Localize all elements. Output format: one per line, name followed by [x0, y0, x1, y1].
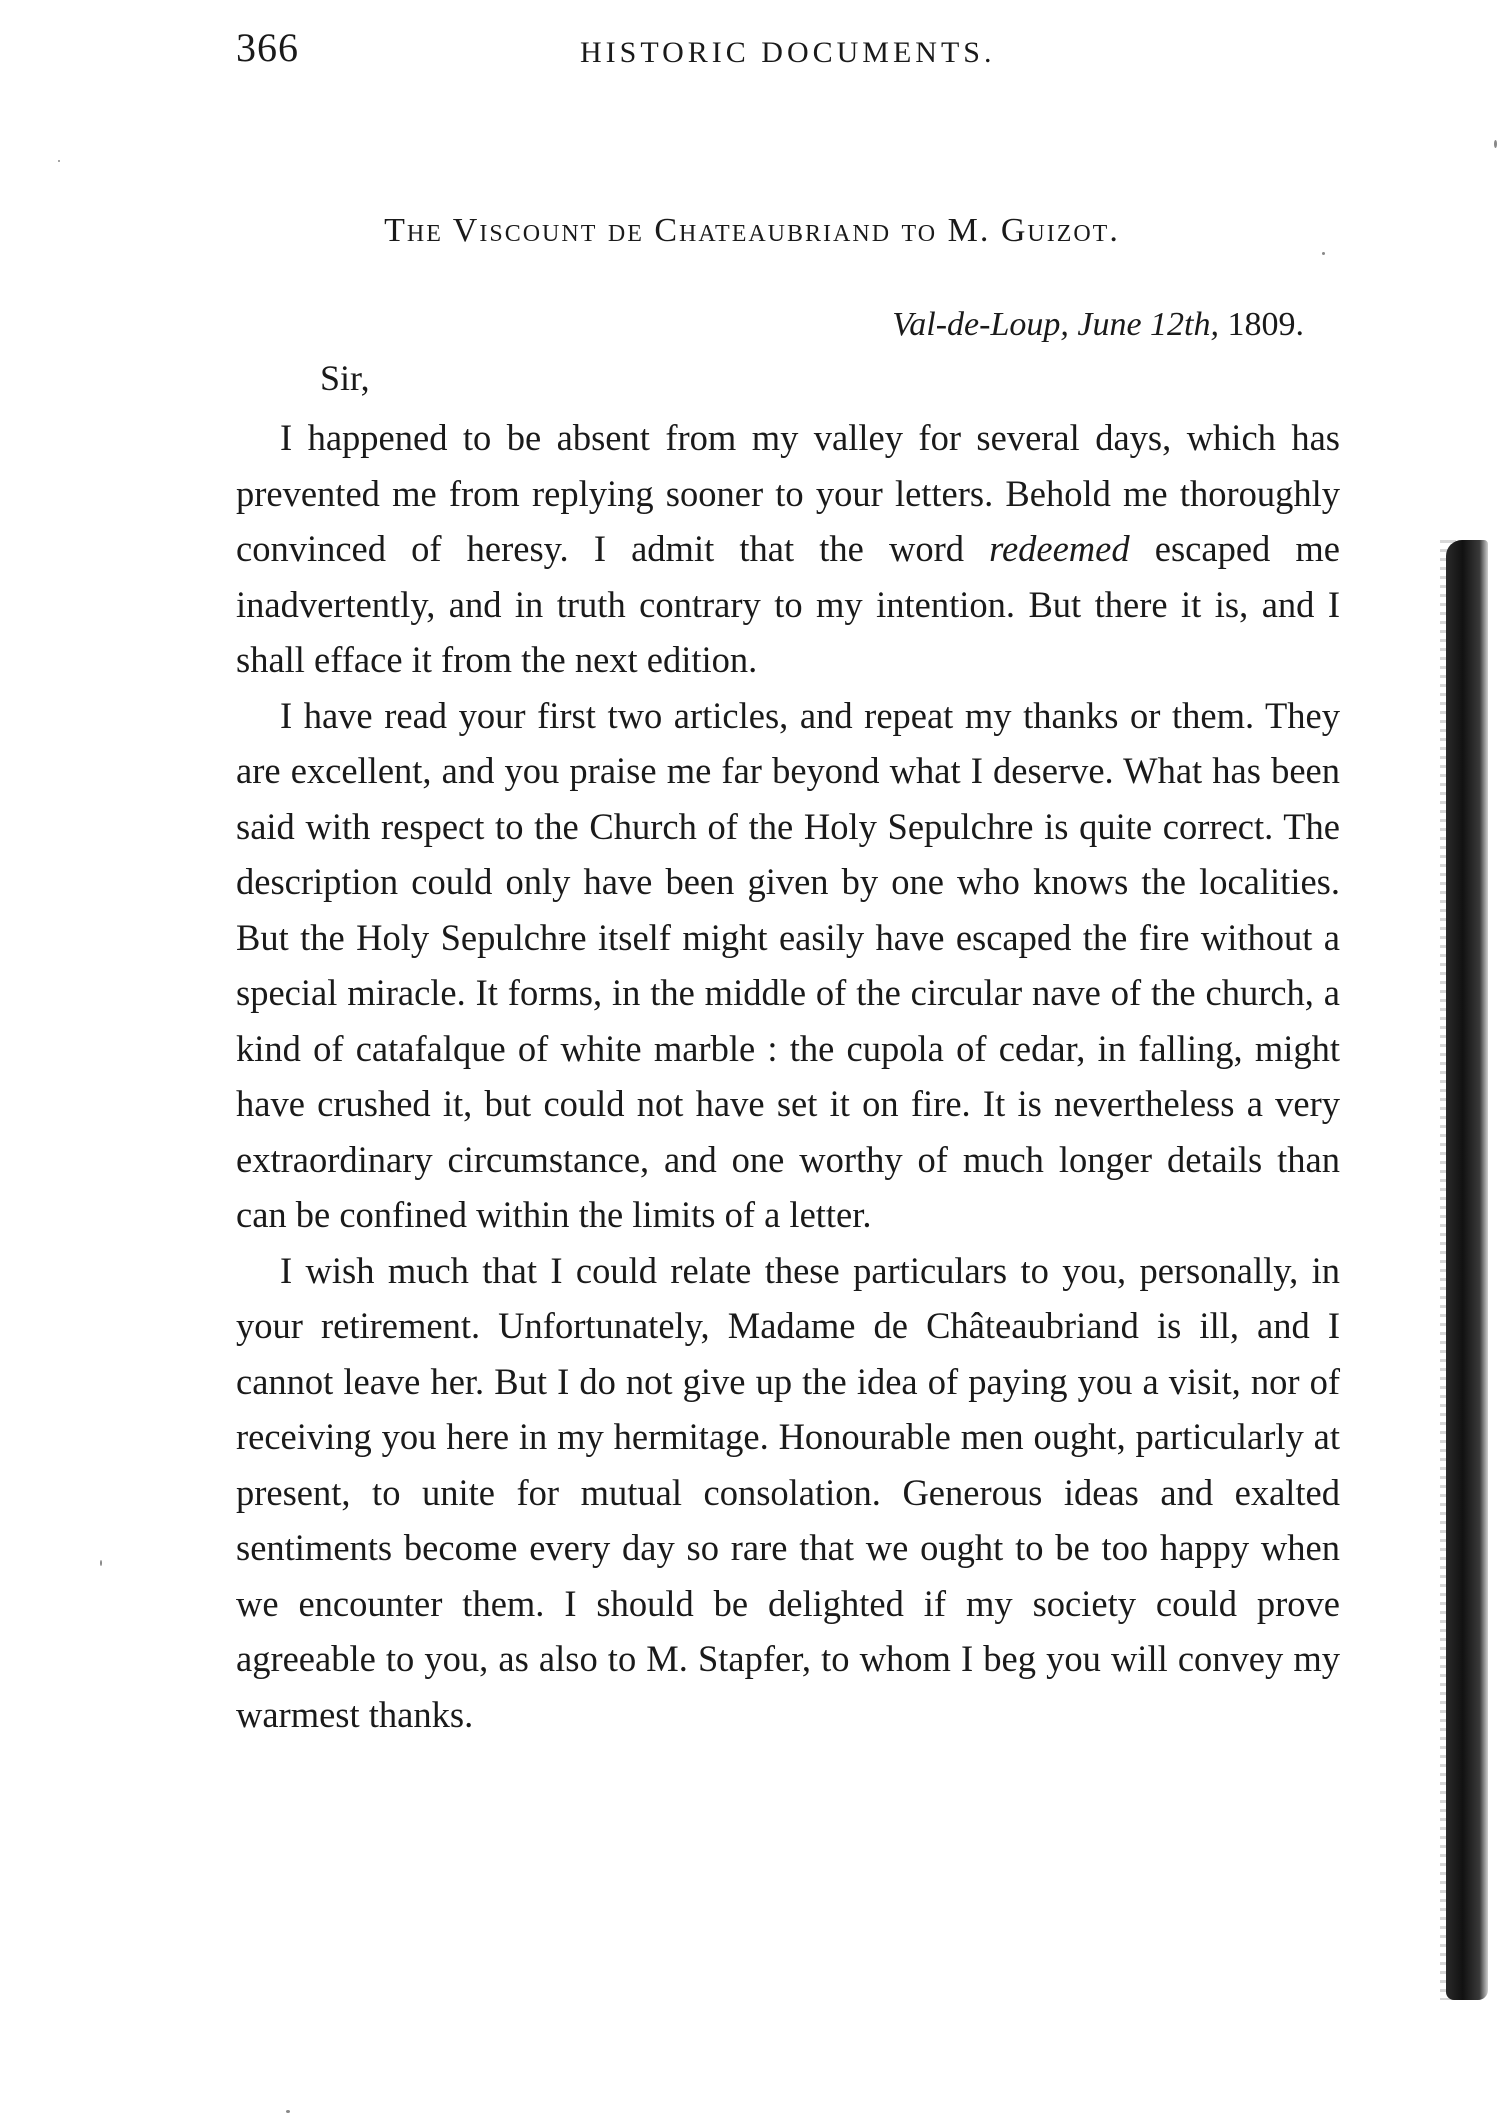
paragraph-1: I happened to be absent from my valley for several days, which has prevented me from replying sooner to your letters. Behold me thoroughly convinced of heresy. I admit that the word redeemed escaped me inadvertently, and in truth contrary to my intention. But there it is, and I shall efface it from the next edition. — [236, 417, 1340, 680]
scan-speck — [58, 160, 60, 162]
paragraph-2: I have read your first two articles, and repeat my thanks or them. They are excellent, and you praise me far beyond what I deserve. What has been said with respect to the Church of the Holy Sepulchre is quite correct. The description could only have been given by one who knows the localities. But the Holy Sepulchre itself might easily have escaped the fire without a special miracle. It forms, in the middle of the circular nave of the church, a kind of catafalque of white marble : the cupola of cedar, in falling, might have crushed it, but could not have set it on fire. It is nevertheless a very extraordinary circumstance, and one worthy of much longer details than can be confined within the limits of a letter. — [236, 694, 1340, 1235]
page-number: 366 — [236, 25, 299, 70]
letter-year: 1809. — [1227, 306, 1304, 343]
letter-body — [236, 410, 1340, 1742]
scan-speck — [1322, 252, 1325, 255]
letter-title: The Viscount de Chateaubriand to M. Guizot. — [384, 212, 1120, 249]
salutation: Sir, — [320, 358, 370, 398]
italic-word: redeemed — [989, 528, 1130, 569]
scan-speck — [1494, 140, 1497, 148]
paragraph-3: I wish much that I could relate these particulars to you, personally, in your retirement. Unfortunately, Madame de Châteaubriand is ill, and I cannot leave her. But I do not give up the idea of paying you a visit, nor of receiving you here in my hermitage. Honourable men ought, particularly at present, to unite for mutual consolation. Generous ideas and exalted sentiments become every day so rare that we ought to be too happy when we encounter them. I should be delighted if my society could prove agreeable to you, as also to M. Stapfer, to whom I beg you will convey my warmest thanks. — [236, 1249, 1340, 1735]
place-date: Val-de-Loup, June 12th, — [892, 306, 1219, 343]
scan-speck — [100, 1560, 102, 1566]
running-title: HISTORIC DOCUMENTS. — [580, 36, 996, 69]
scan-speck — [286, 2110, 290, 2113]
page-edge-shadow — [1446, 540, 1488, 2000]
letter-dateline — [892, 306, 1304, 344]
